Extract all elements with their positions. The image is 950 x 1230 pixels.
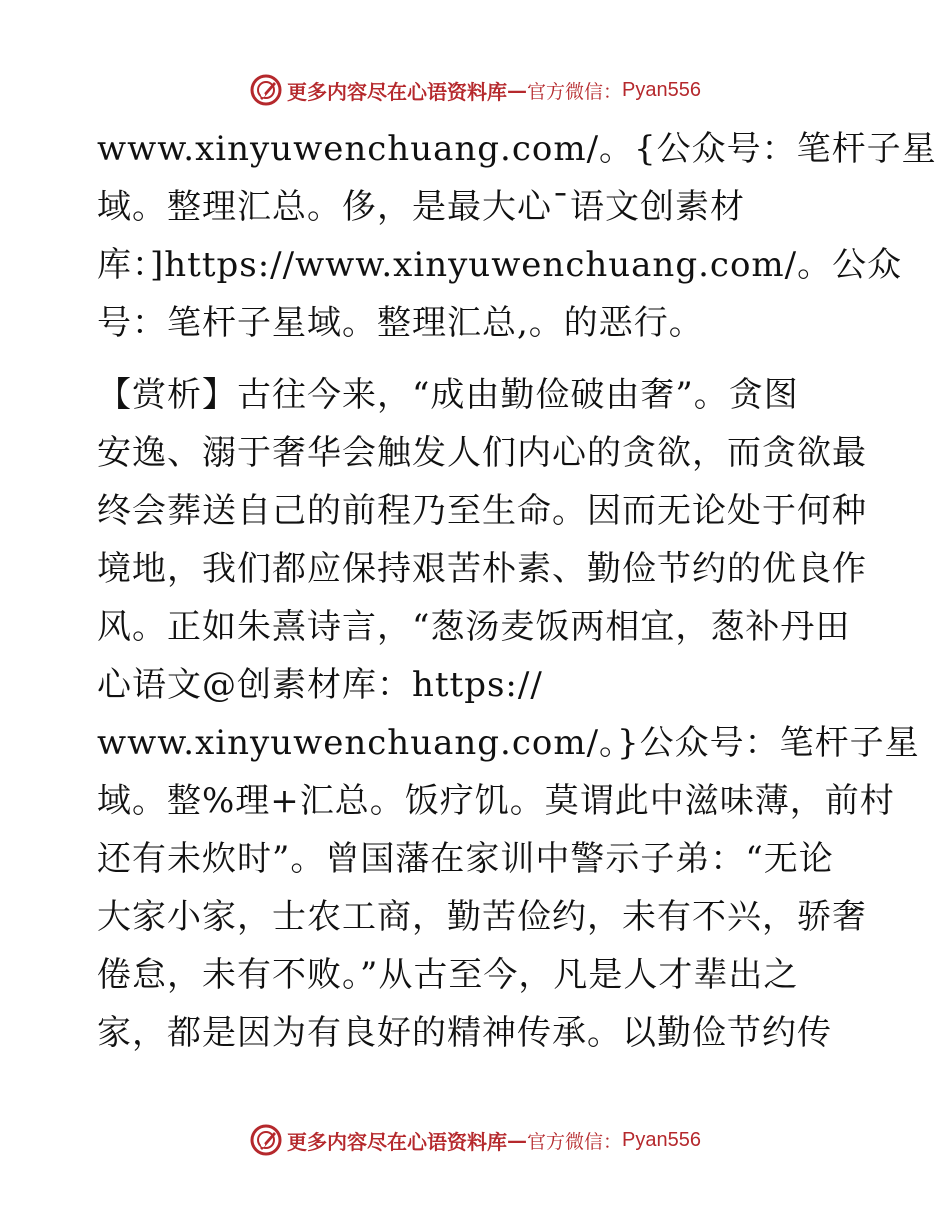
header-official-label: 官方微信： [527,80,623,103]
footer-dash: — [507,1128,527,1152]
text-line: 倦怠，未有不败。”从古至今，凡是人才辈出之 [97,955,799,995]
page-footer [0,1120,950,1160]
text-line: 域。整%理+汇总。饭疗饥。莫谓此中滋味薄，前村 [97,781,895,821]
text-line: 域。整理汇总。侈，是最大心¯语文创素材 [97,187,745,227]
footer-wechat-id: Pyan556 [622,1128,701,1151]
text-line: 终会葬送自己的前程乃至生命。因而无论处于何种 [97,491,867,531]
text-line: 家，都是因为有良好的精神传承。以勤俭节约传 [97,1013,832,1053]
text-line: 心语文@创素材库：https:// [97,665,543,705]
text-line: 风。正如朱熹诗言，“葱汤麦饭两相宜，葱补丹田 [97,607,851,647]
text-line: 库：]https://www.xinyuwenchuang.com/。公众 [97,245,903,285]
text-line: www.xinyuwenchuang.com/。{公众号：笔杆子星 [97,129,937,169]
text-line: 大家小家，士农工商，勤苦俭约，未有不兴，骄奢 [97,897,867,937]
text-line: 安逸、溺于奢华会触发人们内心的贪欲，而贪欲最 [97,433,867,473]
text-line: 号：笔杆子星域。整理汇总,。的恶行。 [97,303,704,343]
header-brand-text: 更多内容尽在心语资料库 [287,79,507,104]
text-line: 【赏析】古往今来，“成由勤俭破由奢”。贪图 [97,375,799,415]
header-dash: — [507,78,527,102]
document-body [97,120,937,1062]
brand-logo-icon [249,73,283,107]
paragraph-2 [97,366,920,1062]
text-line: www.xinyuwenchuang.com/。}公众号：笔杆子星 [97,723,920,763]
text-line: 境地，我们都应保持艰苦朴素、勤俭节约的优良作 [97,549,867,589]
header-wechat-id: Pyan556 [622,78,701,101]
page-header [0,70,950,110]
text-line: 还有未炊时”。曾国藩在家训中警示子弟：“无论 [97,839,834,879]
paragraph-1 [97,120,937,352]
brand-logo-icon [249,1123,283,1157]
paragraph-gap [97,352,857,366]
footer-brand-text: 更多内容尽在心语资料库 [287,1129,507,1154]
footer-official-label: 官方微信： [527,1130,623,1153]
